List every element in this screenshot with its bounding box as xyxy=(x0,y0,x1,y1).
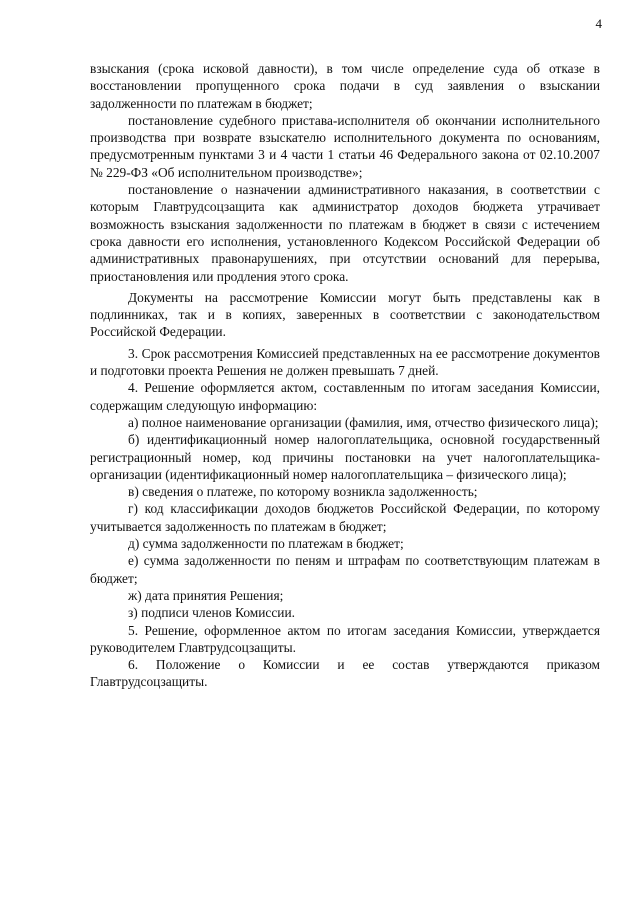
list-item: в) сведения о платеже, по которому возникла задолженность; xyxy=(128,484,478,500)
paragraph: 4. Решение оформляется актом, составленным по итогам заседания Комиссии, содержащим следующую информацию: xyxy=(90,380,600,413)
list-item: г) код классификации доходов бюджетов Российской Федерации, по которому учитывается задолженность по платежам в бюджет; xyxy=(90,501,600,534)
list-item: д) сумма задолженности по платежам в бюджет; xyxy=(128,536,404,552)
paragraph: взыскания (срока исковой давности), в том числе определение суда об отказе в восстановлении пропущенного срока подачи в суд заявления о взыскании задолженности по платежам в бюджет; xyxy=(90,61,600,111)
paragraph: 6. Положение о Комиссии и ее состав утверждаются приказом Главтрудсоцзащиты. xyxy=(90,657,600,690)
page-number: 4 xyxy=(595,16,602,31)
paragraph: постановление о назначении административного наказания, в соответствии с которым Главтрудсоцзащита как администратор доходов бюджета утрачивает возможность взыскания задолженности по платежам в бюджет в связи с истечением срока давности его исполнения, установленного Кодексом Российской Федерации об административных правонарушениях, при отсутствии оснований для перерыва, приостановления или продления этого срока. xyxy=(90,182,600,284)
list-item: з) подписи членов Комиссии. xyxy=(128,605,295,621)
list-item: а) полное наименование организации (фамилия, имя, отчество физического лица); xyxy=(128,414,599,430)
list-item: е) сумма задолженности по пеням и штрафам по соответствующим платежам в бюджет; xyxy=(90,553,600,586)
paragraph: постановление судебного пристава-исполнителя об окончании исполнительного производства при возврате взыскателю исполнительного документа по основаниям, предусмотренным пунктами 3 и 4 части 1 статьи 46 Федерального закона от 02.10.2007 № 229-ФЗ «Об исполнительном производстве»; xyxy=(90,112,600,180)
paragraph: 5. Решение, оформленное актом по итогам заседания Комиссии, утверждается руководителем Главтрудсоцзащиты. xyxy=(90,622,600,655)
paragraph: Документы на рассмотрение Комиссии могут быть представлены как в подлинниках, так и в копиях, заверенных в соответствии с законодательством Российской Федерации. xyxy=(90,289,600,340)
list-item: ж) дата принятия Решения; xyxy=(128,587,284,603)
paragraph: 3. Срок рассмотрения Комиссией представленных на ее рассмотрение документов и подготовки проекта Решения не должен превышать 7 дней. xyxy=(90,345,600,379)
document-body xyxy=(90,60,600,691)
list-item: б) идентификационный номер налогоплательщика, основной государственный регистрационный номер, код причины постановки на учет налогоплательщика-организации (идентификационный номер налогоплательщика – физического лица); xyxy=(90,432,600,482)
